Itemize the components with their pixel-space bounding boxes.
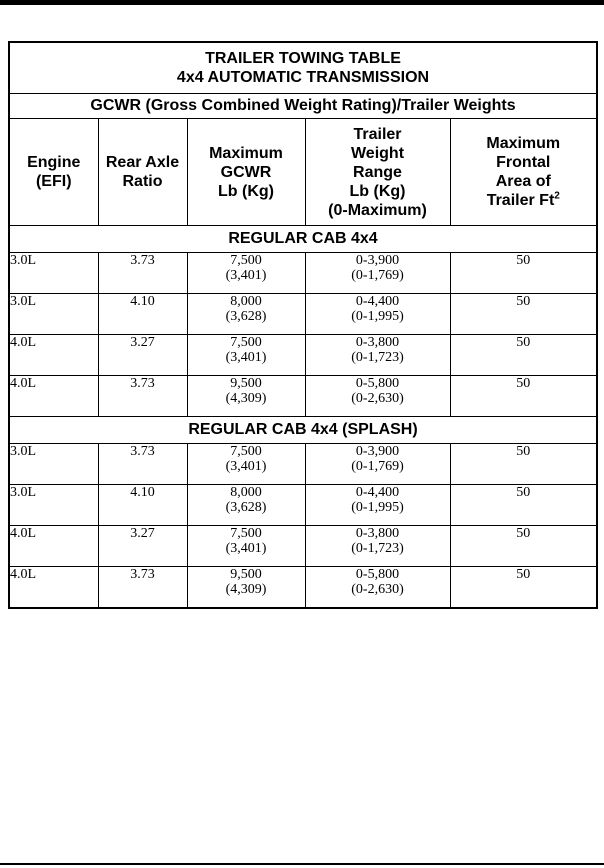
column-header-row: [9, 119, 597, 226]
header-frontal-line: [451, 191, 597, 210]
header-max-gcwr: [187, 119, 305, 226]
engine-cell: [9, 253, 98, 294]
axle-ratio-cell-value: 3.73: [130, 253, 155, 268]
weight-range-cell-value: (0-2,630): [351, 391, 404, 406]
table-title-line1: TRAILER TOWING TABLE: [205, 50, 401, 67]
header-range-line: Range: [353, 163, 402, 181]
weight-range-cell: [305, 253, 450, 294]
gcwr-cell-value: (3,401): [225, 268, 267, 283]
header-engine-line: Engine: [27, 154, 81, 171]
weight-range-cell: [305, 526, 450, 567]
header-rear-axle: [98, 119, 187, 226]
header-axle-line: Ratio: [122, 173, 163, 190]
gcwr-subtitle: GCWR (Gross Combined Weight Rating)/Trailer Weights: [9, 94, 597, 119]
frontal-area-cell-value: 50: [516, 567, 531, 582]
frontal-area-cell: [450, 294, 597, 335]
engine-cell: [9, 294, 98, 335]
gcwr-cell: [187, 335, 305, 376]
axle-ratio-cell: [98, 567, 187, 609]
weight-range-cell-value: 0-5,800: [355, 376, 400, 391]
frontal-area-cell: [450, 253, 597, 294]
weight-range-cell: [305, 485, 450, 526]
frontal-area-cell-value: 50: [516, 253, 531, 268]
frontal-area-cell-value: 50: [516, 444, 531, 459]
engine-cell-value: 3.0L: [10, 444, 37, 459]
weight-range-cell-value: (0-1,723): [351, 541, 404, 556]
axle-ratio-cell: [98, 444, 187, 485]
engine-cell-value: 4.0L: [10, 526, 37, 541]
axle-ratio-cell-value: 4.10: [130, 294, 155, 309]
top-rule: [0, 0, 604, 5]
gcwr-cell-value: 9,500: [230, 376, 262, 391]
axle-ratio-cell: [98, 485, 187, 526]
section-title: REGULAR CAB 4x4 (SPLASH): [9, 417, 597, 444]
engine-cell-value: 4.0L: [10, 567, 37, 582]
gcwr-cell-value: (3,401): [225, 350, 267, 365]
axle-ratio-cell-value: 3.73: [130, 444, 155, 459]
frontal-area-cell-value: 50: [516, 294, 531, 309]
axle-ratio-cell: [98, 376, 187, 417]
table-row: [9, 376, 597, 417]
header-engine: [9, 119, 98, 226]
header-gcwr-line: GCWR: [220, 163, 272, 181]
header-range-line: Weight: [350, 144, 405, 162]
table-row: [9, 567, 597, 609]
axle-ratio-cell-value: 3.73: [130, 567, 155, 582]
header-frontal-line: Frontal: [496, 154, 551, 171]
axle-ratio-cell-value: 4.10: [130, 485, 155, 500]
gcwr-cell-value: 7,500: [230, 444, 262, 459]
frontal-area-cell: [450, 335, 597, 376]
gcwr-cell: [187, 253, 305, 294]
header-frontal-line: Maximum: [486, 135, 561, 152]
table-row: [9, 294, 597, 335]
weight-range-cell-value: 0-3,800: [355, 526, 400, 541]
axle-ratio-cell: [98, 526, 187, 567]
engine-cell-value: 3.0L: [10, 485, 37, 500]
weight-range-cell-value: 0-4,400: [355, 485, 400, 500]
table-row: [9, 526, 597, 567]
axle-ratio-cell-value: 3.27: [130, 335, 155, 350]
axle-ratio-cell: [98, 335, 187, 376]
header-frontal-line: Area of: [495, 173, 551, 190]
gcwr-cell: [187, 294, 305, 335]
weight-range-cell-value: (0-1,723): [351, 350, 404, 365]
engine-cell-value: 4.0L: [10, 376, 37, 391]
gcwr-cell-value: 7,500: [230, 253, 262, 268]
gcwr-cell-value: (4,309): [225, 582, 267, 597]
header-frontal-area: [450, 119, 597, 226]
header-gcwr-line: Lb (Kg): [218, 182, 274, 200]
gcwr-cell-value: 9,500: [230, 567, 262, 582]
engine-cell: [9, 567, 98, 609]
gcwr-cell: [187, 567, 305, 609]
section-header-row: [9, 226, 597, 253]
gcwr-cell-value: 8,000: [230, 485, 262, 500]
table-row: [9, 485, 597, 526]
frontal-area-cell: [450, 444, 597, 485]
table-row: [9, 253, 597, 294]
weight-range-cell-value: (0-1,995): [351, 309, 404, 324]
gcwr-cell: [187, 485, 305, 526]
table-title: [9, 42, 597, 94]
frontal-area-cell-value: 50: [516, 526, 531, 541]
weight-range-cell-value: 0-3,900: [355, 253, 400, 268]
gcwr-cell-value: 8,000: [230, 294, 262, 309]
axle-ratio-cell: [98, 253, 187, 294]
weight-range-cell: [305, 567, 450, 609]
gcwr-cell-value: 7,500: [230, 335, 262, 350]
axle-ratio-cell: [98, 294, 187, 335]
weight-range-cell-value: (0-1,769): [351, 268, 404, 283]
frontal-area-cell: [450, 567, 597, 609]
engine-cell-value: 3.0L: [10, 253, 37, 268]
header-gcwr-line: Maximum: [209, 144, 283, 162]
gcwr-cell: [187, 376, 305, 417]
header-range-line: Trailer: [353, 125, 402, 143]
axle-ratio-cell-value: 3.27: [130, 526, 155, 541]
weight-range-cell-value: 0-4,400: [355, 294, 400, 309]
gcwr-cell-value: (3,628): [225, 500, 267, 515]
engine-cell: [9, 376, 98, 417]
gcwr-cell-value: (3,628): [225, 309, 267, 324]
weight-range-cell-value: (0-2,630): [351, 582, 404, 597]
frontal-area-cell-value: 50: [516, 335, 531, 350]
weight-range-cell-value: 0-3,800: [355, 335, 400, 350]
gcwr-cell-value: (3,401): [225, 541, 267, 556]
gcwr-cell-value: (3,401): [225, 459, 267, 474]
frontal-area-cell: [450, 485, 597, 526]
gcwr-cell-value: (4,309): [225, 391, 267, 406]
header-engine-line: (EFI): [35, 173, 72, 190]
header-frontal-superscript: 2: [554, 190, 560, 202]
weight-range-cell-value: 0-3,900: [355, 444, 400, 459]
header-frontal-unit: Trailer Ft: [486, 192, 555, 209]
engine-cell: [9, 485, 98, 526]
header-range-line: (0-Maximum): [328, 201, 427, 219]
header-trailer-weight-range: [305, 119, 450, 226]
engine-cell-value: 4.0L: [10, 335, 37, 350]
section-header-row: [9, 417, 597, 444]
weight-range-cell: [305, 376, 450, 417]
engine-cell: [9, 444, 98, 485]
gcwr-cell-value: 7,500: [230, 526, 262, 541]
section-title: REGULAR CAB 4x4: [9, 226, 597, 253]
engine-cell: [9, 335, 98, 376]
weight-range-cell-value: 0-5,800: [355, 567, 400, 582]
weight-range-cell-value: (0-1,769): [351, 459, 404, 474]
header-axle-line: Rear Axle: [105, 154, 180, 171]
table-title-line2: 4x4 AUTOMATIC TRANSMISSION: [176, 69, 430, 86]
bottom-rule: [0, 863, 604, 865]
engine-cell-value: 3.0L: [10, 294, 37, 309]
weight-range-cell: [305, 294, 450, 335]
engine-cell: [9, 526, 98, 567]
frontal-area-cell: [450, 376, 597, 417]
weight-range-cell: [305, 444, 450, 485]
frontal-area-cell-value: 50: [516, 485, 531, 500]
header-range-line: Lb (Kg): [349, 182, 406, 200]
frontal-area-cell-value: 50: [516, 376, 531, 391]
trailer-towing-table: [8, 41, 598, 609]
axle-ratio-cell-value: 3.73: [130, 376, 155, 391]
gcwr-cell: [187, 444, 305, 485]
table-row: [9, 335, 597, 376]
frontal-area-cell: [450, 526, 597, 567]
weight-range-cell-value: (0-1,995): [351, 500, 404, 515]
weight-range-cell: [305, 335, 450, 376]
table-row: [9, 444, 597, 485]
gcwr-cell: [187, 526, 305, 567]
